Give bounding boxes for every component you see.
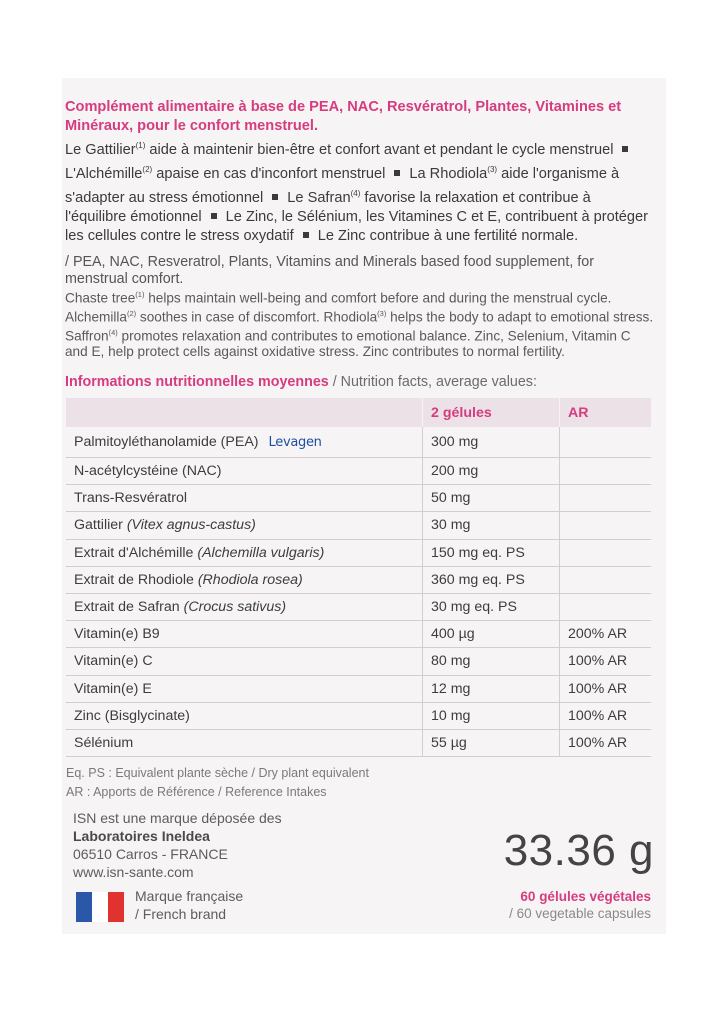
ingredient-ar: 100% AR <box>560 648 652 675</box>
ingredient-amount: 360 mg eq. PS <box>423 566 560 593</box>
ingredient-label: Gattilier <box>74 517 127 534</box>
ingredient-name <box>66 512 423 539</box>
flag-blue <box>76 892 92 922</box>
ingredient-ar: 100% AR <box>560 729 652 756</box>
bullet-square <box>622 146 628 152</box>
ingredient-latin-name: (Alchemilla vulgaris) <box>197 544 325 561</box>
ingredient-name <box>66 458 423 485</box>
nutrition-title <box>65 374 537 390</box>
text: apaise en cas d'inconfort menstruel <box>152 165 386 182</box>
table-row <box>66 729 651 756</box>
ingredient-ar <box>560 427 652 458</box>
text: La Rhodiola <box>409 165 488 182</box>
ingredient-name <box>66 702 423 729</box>
ingredient-ar <box>560 593 652 620</box>
text: helps maintain well-being and comfort before and during the menstrual cycle. Alchemilla <box>65 290 612 325</box>
ingredient-name <box>66 427 423 458</box>
bullet-square <box>303 232 309 238</box>
note-ar: AR : Apports de Référence / Reference Intakes <box>66 785 327 799</box>
table-row <box>66 566 651 593</box>
table-row <box>66 702 651 729</box>
header-ar: AR <box>560 398 652 427</box>
text: promotes relaxation and contributes to emotional balance. Zinc, Selenium, Vitamin C and E, help protect cells against oxidative stress. Zinc contributes to normal fertility. <box>65 328 631 360</box>
ingredient-label: Vitamin(e) E <box>74 680 152 697</box>
text: Le Zinc, le Sélénium, les Vitamines C et E, contribuent à protéger les cellules contre le stress oxydatif <box>65 208 649 244</box>
footnote: (1) <box>135 290 145 299</box>
text: Le Safran <box>287 189 351 206</box>
footnote: (4) <box>350 188 361 198</box>
ingredient-ar <box>560 512 652 539</box>
ingredient-label: Extrait de Safran <box>74 599 184 616</box>
ingredient-amount: 12 mg <box>423 675 560 702</box>
ingredient-label: Extrait de Rhodiole <box>74 571 198 588</box>
table-row <box>66 593 651 620</box>
capsules-fr: 60 gélules végétales <box>520 889 651 904</box>
text: soothes in case of discomfort. Rhodiola <box>136 309 378 325</box>
ingredient-name <box>66 648 423 675</box>
flag-white <box>92 892 108 922</box>
ingredient-name <box>66 485 423 512</box>
table-row <box>66 621 651 648</box>
ingredient-latin-name: (Vitex agnus-castus) <box>126 517 256 534</box>
ingredient-label: Trans-Resvératrol <box>74 490 188 507</box>
table-header-row <box>66 398 651 427</box>
brand-address: 06510 Carros - FRANCE <box>73 846 228 862</box>
ingredient-name <box>66 593 423 620</box>
ingredient-latin-name: (Crocus sativus) <box>183 599 287 616</box>
ingredient-label: Vitamin(e) B9 <box>74 626 160 643</box>
text: Le Gattilier <box>65 141 136 158</box>
header-ingredient <box>66 398 423 427</box>
text: Chaste tree <box>65 290 136 306</box>
text: Le Zinc contribue à une fertilité normale. <box>317 227 579 244</box>
intro-en-heading: / PEA, NAC, Resveratrol, Plants, Vitamins and Minerals based food supplement, for menstrual comfort. <box>65 254 594 287</box>
ingredient-name <box>66 675 423 702</box>
ingredient-ar: 100% AR <box>560 702 652 729</box>
ingredient-ar <box>560 566 652 593</box>
text: favorise la relaxation et contribue à l'équilibre émotionnel <box>65 189 591 225</box>
intro-fr-heading: Complément alimentaire à base de PEA, NAC, Resvératrol, Plantes, Vitamines et Minéraux, pour le confort menstruel. <box>65 99 622 134</box>
footnote: (3) <box>377 309 387 319</box>
ingredient-ar: 200% AR <box>560 621 652 648</box>
ingredient-amount: 55 µg <box>423 729 560 756</box>
text: aide l'organisme à s'adapter au stress émotionnel <box>65 165 620 206</box>
footnote: (2) <box>142 164 153 174</box>
french-brand-fr: Marque française <box>135 888 244 904</box>
brand-info <box>73 809 282 881</box>
levagen-logo: Levagen <box>268 435 322 450</box>
capsule-count <box>509 888 651 922</box>
ingredient-label: N-acétylcystéine (NAC) <box>74 463 222 480</box>
intro-french <box>65 98 655 246</box>
ingredient-label: Sélénium <box>74 734 134 751</box>
footnote: (4) <box>108 328 118 338</box>
table-row <box>66 648 651 675</box>
ingredient-ar <box>560 485 652 512</box>
ingredient-label: Vitamin(e) C <box>74 653 153 670</box>
bullet-square <box>272 194 278 200</box>
french-brand-label <box>135 887 243 923</box>
ingredient-ar <box>560 458 652 485</box>
table-row <box>66 539 651 566</box>
ingredient-ar <box>560 539 652 566</box>
table-row <box>66 512 651 539</box>
nutrition-title-en: / Nutrition facts, average values: <box>328 374 537 390</box>
brand-website: www.isn-sante.com <box>73 864 194 880</box>
ingredient-amount: 30 mg <box>423 512 560 539</box>
intro-fr-body <box>65 142 648 244</box>
ingredient-amount: 200 mg <box>423 458 560 485</box>
ingredient-amount: 300 mg <box>423 427 560 458</box>
bullet-square <box>394 170 400 176</box>
footnote: (1) <box>135 141 146 150</box>
footnote: (2) <box>126 309 137 319</box>
net-weight: 33.36 g <box>503 826 654 875</box>
french-flag-icon <box>76 892 124 922</box>
ingredient-label: Extrait d'Alchémille <box>74 544 198 561</box>
ingredient-amount: 30 mg eq. PS <box>423 593 560 620</box>
header-amount: 2 gélules <box>423 398 560 427</box>
ingredient-amount: 50 mg <box>423 485 560 512</box>
ingredient-name <box>66 729 423 756</box>
french-brand-en: / French brand <box>135 906 227 922</box>
text: L'Alchémille <box>65 165 143 182</box>
footnote: (3) <box>487 164 498 174</box>
flag-red <box>108 892 124 922</box>
bullet-square <box>211 213 217 219</box>
ingredient-label: Zinc (Bisglycinate) <box>74 707 190 724</box>
nutrition-table <box>66 398 651 757</box>
brand-line: ISN est une marque déposée des <box>73 810 282 826</box>
capsules-en: / 60 vegetable capsules <box>509 906 651 921</box>
ingredient-label: Palmitoyléthanolamide (PEA) <box>74 434 259 450</box>
nutrition-title-fr: Informations nutritionnelles moyennes <box>65 374 329 390</box>
ingredient-amount: 400 µg <box>423 621 560 648</box>
ingredient-latin-name: (Rhodiola rosea) <box>197 571 303 588</box>
ingredient-amount: 80 mg <box>423 648 560 675</box>
table-row <box>66 458 651 485</box>
table-row <box>66 427 651 458</box>
ingredient-amount: 150 mg eq. PS <box>423 539 560 566</box>
text: aide à maintenir bien-être et confort avant et pendant le cycle menstruel <box>145 141 614 158</box>
table-body <box>66 427 651 757</box>
table-row <box>66 485 651 512</box>
ingredient-name <box>66 566 423 593</box>
ingredient-name <box>66 621 423 648</box>
ingredient-name <box>66 539 423 566</box>
intro-english <box>65 254 655 360</box>
table-row <box>66 675 651 702</box>
note-ps: Eq. PS : Equivalent plante sèche / Dry plant equivalent <box>66 766 369 780</box>
ingredient-amount: 10 mg <box>423 702 560 729</box>
brand-company: Laboratoires Ineldea <box>73 828 210 844</box>
ingredient-ar: 100% AR <box>560 675 652 702</box>
text: helps the body to adapt to emotional stress. Saffron <box>65 309 654 344</box>
